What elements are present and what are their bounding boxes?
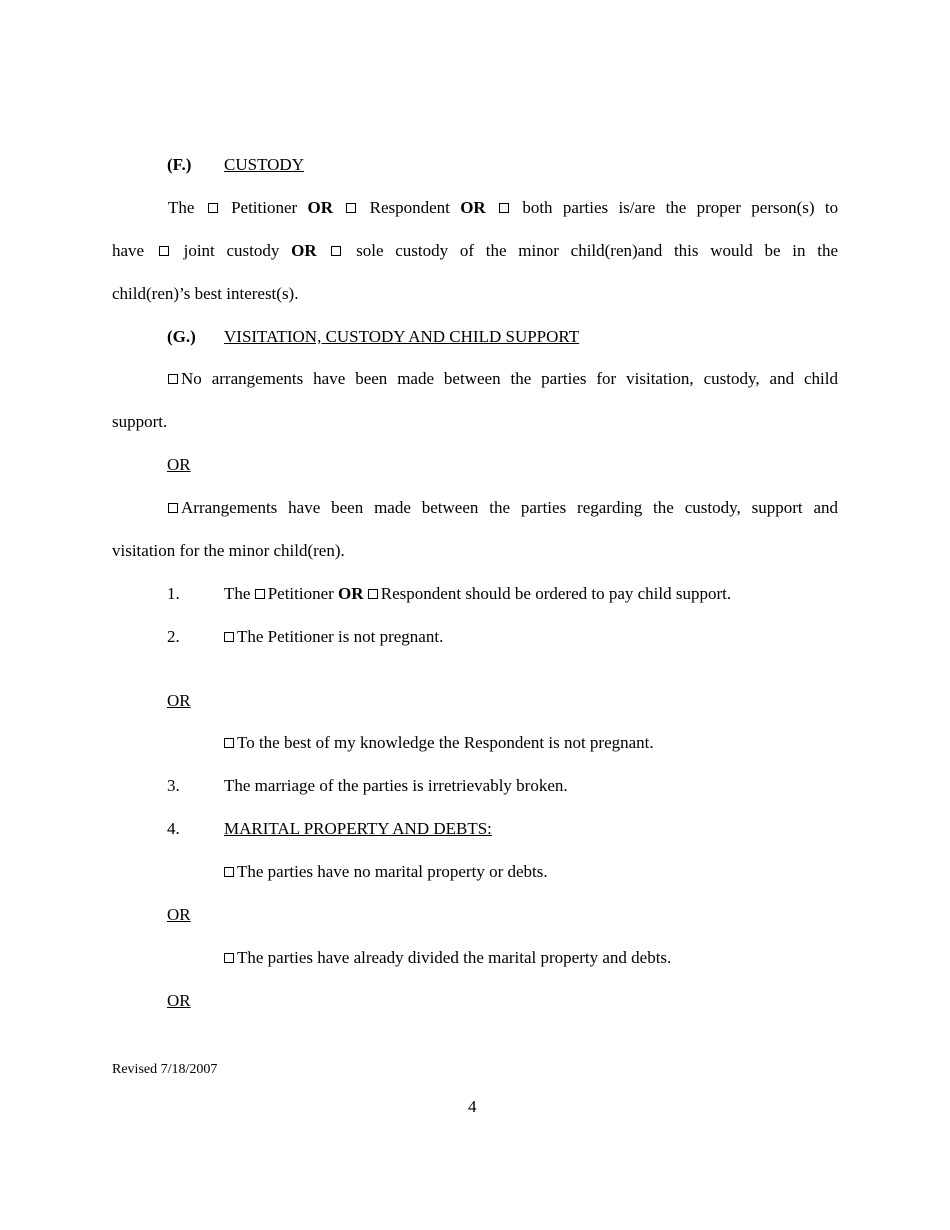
or-separator: OR (167, 905, 191, 924)
no-arrangements-line-2: support. (112, 412, 168, 431)
item-2-text: The Petitioner is not pregnant. (224, 627, 443, 647)
arrangements-line-1: Arrangements have been made between the parties regarding the custody, support and (112, 498, 838, 518)
both-parties-checkbox[interactable] (499, 203, 509, 213)
arrangements-line-2: visitation for the minor child(ren). (112, 541, 345, 560)
no-property-text: The parties have no marital property or debts. (224, 862, 548, 882)
custody-line-2: have joint custody OR sole custody of the minor child(ren)and this would be in the (112, 241, 839, 260)
petitioner-checkbox[interactable] (208, 203, 218, 213)
page-number: 4 (468, 1097, 477, 1116)
item-2-number: 2. (167, 627, 180, 646)
item-3-text: The marriage of the parties is irretrievably broken. (224, 776, 568, 795)
support-petitioner-checkbox[interactable] (255, 589, 265, 599)
respondent-not-pregnant-text: To the best of my knowledge the Respondent is not pregnant. (224, 733, 654, 753)
no-arrangements-line-1: No arrangements have been made between the parties for visitation, custody, and child (112, 369, 838, 389)
support-respondent-checkbox[interactable] (368, 589, 378, 599)
no-property-checkbox[interactable] (224, 867, 234, 877)
arrangements-checkbox[interactable] (168, 503, 178, 513)
no-arrangements-checkbox[interactable] (168, 374, 178, 384)
section-g-number: (G.) (167, 327, 196, 346)
respondent-checkbox[interactable] (346, 203, 356, 213)
already-divided-checkbox[interactable] (224, 953, 234, 963)
item-3-number: 3. (167, 776, 180, 795)
item-4-heading: MARITAL PROPERTY AND DEBTS: (224, 819, 492, 838)
custody-line-1: The Petitioner OR Respondent OR both parties is/are the proper person(s) to (168, 198, 839, 217)
item-4-number: 4. (167, 819, 180, 838)
section-f-heading: CUSTODY (224, 155, 304, 174)
or-separator: OR (167, 991, 191, 1010)
item-1-number: 1. (167, 584, 180, 603)
section-g-heading: VISITATION, CUSTODY AND CHILD SUPPORT (224, 327, 580, 346)
or-separator: OR (167, 455, 191, 474)
already-divided-text: The parties have already divided the marital property and debts. (224, 948, 671, 968)
joint-custody-checkbox[interactable] (159, 246, 169, 256)
custody-line-3: child(ren)’s best interest(s). (112, 284, 299, 303)
section-f-number: (F.) (167, 155, 192, 174)
revised-date: Revised 7/18/2007 (112, 1062, 218, 1077)
petitioner-not-pregnant-checkbox[interactable] (224, 632, 234, 642)
or-separator: OR (167, 691, 191, 710)
respondent-not-pregnant-checkbox[interactable] (224, 738, 234, 748)
item-1-text: The Petitioner OR Respondent should be ordered to pay child support. (224, 584, 732, 603)
sole-custody-checkbox[interactable] (331, 246, 341, 256)
